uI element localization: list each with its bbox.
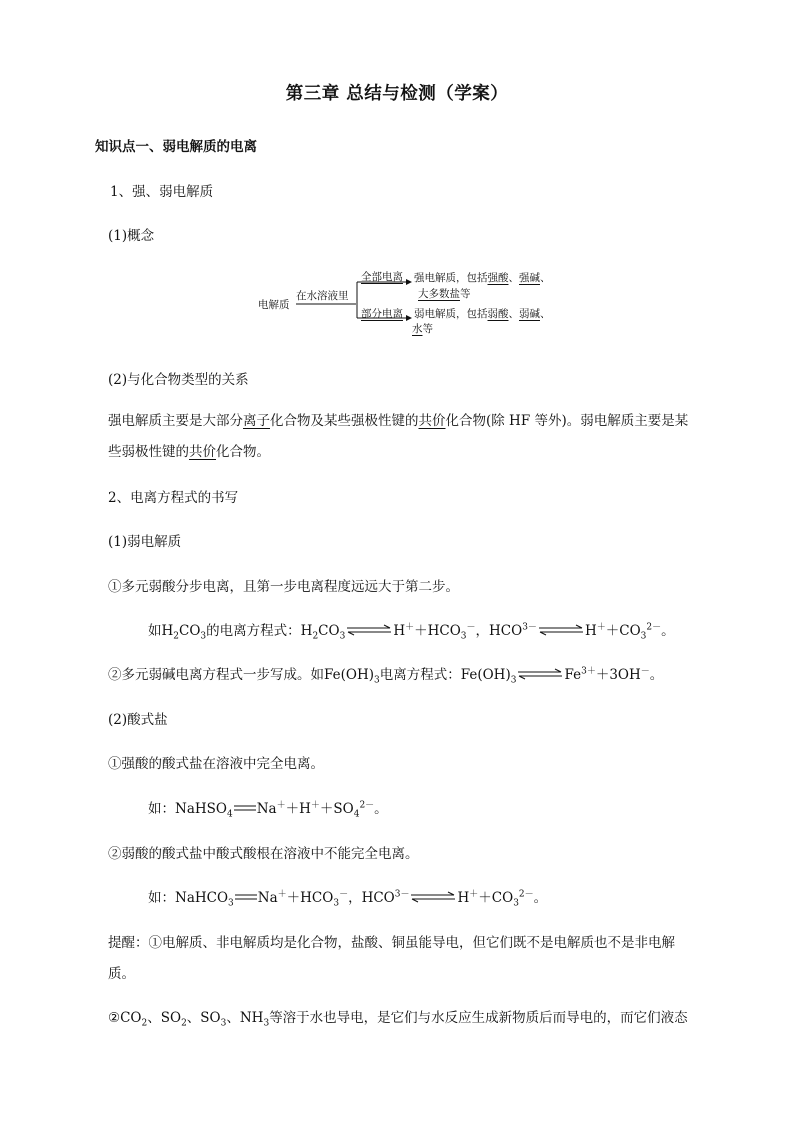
equation-feoh3: ②多元弱碱电离方程式一步写成。如$Fe(OH)_3$电离方程式：$Fe(OH)_3$ $Fe^{3+}+3OH^-$。 xyxy=(108,666,664,686)
subsection-concept: (1)概念 xyxy=(108,228,155,244)
equilibrium-arrow-icon xyxy=(409,890,457,904)
knowledge-point-heading: 知识点一、弱电解质的电离 xyxy=(95,139,257,155)
diagram-branch1-desc: 强电解质，包括强酸、强碱、 xyxy=(414,272,551,284)
diagram-root-label: 电解质 xyxy=(258,299,290,311)
equilibrium-arrow-icon xyxy=(537,623,585,637)
diagram-branch2-desc: 弱电解质，包括弱酸、弱碱、 xyxy=(414,308,551,320)
subsection-acid-salt: (2)酸式盐 xyxy=(108,712,168,728)
relationship-line-2: 些弱极性键的共价化合物。 xyxy=(108,444,270,460)
diagram-branch1-desc-line2: 大多数盐等 xyxy=(418,288,471,300)
equilibrium-arrow-icon xyxy=(516,667,564,681)
diagram-branch2-label: 部分电离 xyxy=(361,308,403,320)
section-heading-1: 1、强、弱电解质 xyxy=(110,184,214,200)
equilibrium-arrow-icon xyxy=(345,623,393,637)
equals-sign-icon xyxy=(234,890,258,904)
diagram-mid-label: 在水溶液里 xyxy=(296,290,349,302)
equals-sign-icon xyxy=(233,801,257,815)
equation-h2co3: 如$H_2CO_3$的电离方程式：$H_2CO_3$ $H^++HCO_3^-$，$HCO^{3-}$ $H^++CO_3^{2-}$。 xyxy=(148,622,675,642)
rule-weak-acid-salt: ②弱酸的酸式盐中酸式酸根在溶液中不能完全电离。 xyxy=(108,846,419,862)
subsection-relationship: (2)与化合物类型的关系 xyxy=(108,372,249,388)
tip-line-3: $②CO_2$、$SO_2$、$SO_3$、$NH_3$等溶于水也导电，是它们与水反应生成新物质后而导电的，而它们液态 xyxy=(108,1010,688,1029)
diagram-branch1-label: 全部电离 xyxy=(361,271,403,283)
equation-nahso4: 如：NaHSO$_4$ $Na^++H^++SO_4^{2-}$。 xyxy=(148,800,388,820)
tip-line-1: 提醒：①电解质、非电解质均是化合物，盐酸、铜虽能导电，但它们既不是电解质也不是非电解 xyxy=(108,935,675,951)
electrolyte-concept-diagram xyxy=(256,266,566,336)
rule-polyprotic-acid: ①多元弱酸分步电离，且第一步电离程度远远大于第二步。 xyxy=(108,579,459,595)
relationship-line-1: 强电解质主要是大部分离子化合物及某些强极性键的共价化合物(除 HF 等外)。弱电解质主要是某 xyxy=(108,413,689,429)
section-heading-2: 2、电离方程式的书写 xyxy=(108,490,239,506)
subsection-weak-electrolyte: (1)弱电解质 xyxy=(108,534,182,550)
diagram-branch2-desc-line2: 水等 xyxy=(412,323,433,335)
rule-strong-acid-salt: ①强酸的酸式盐在溶液中完全电离。 xyxy=(108,756,324,772)
page-title: 第三章 总结与检测（学案） xyxy=(285,84,509,104)
tip-line-2: 质。 xyxy=(108,966,135,982)
equation-nahco3: 如：NaHCO$_3$ $Na^++HCO_3^-$，$HCO^{3-}$ $H^++CO_3^{2-}$。 xyxy=(148,889,548,909)
